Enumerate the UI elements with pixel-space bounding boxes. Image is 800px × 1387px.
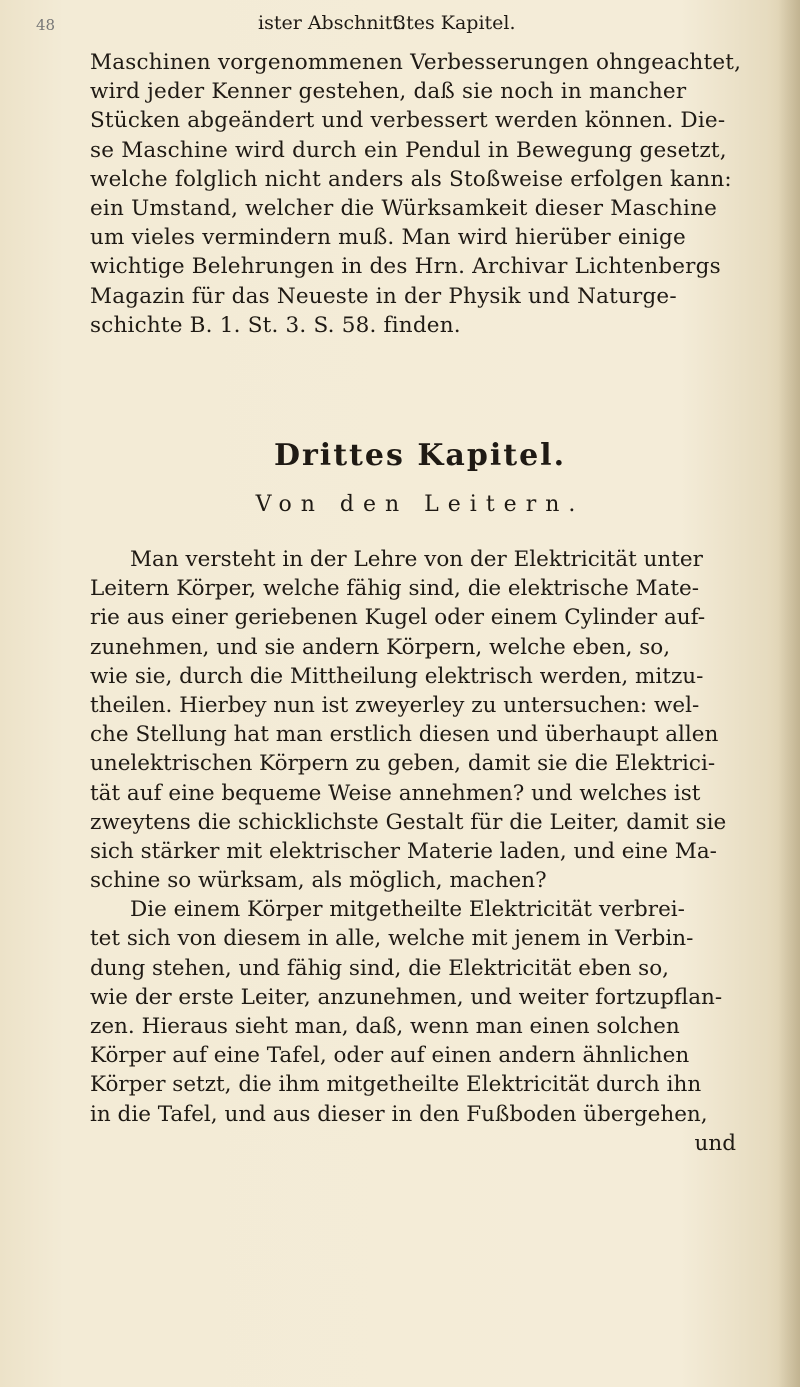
text-line: Die einem Körper mitgetheilte Elektricität verbrei- — [130, 897, 685, 923]
text-line: tet sich von diesem in alle, welche mit jenem in Verbin- — [90, 926, 694, 952]
page-header — [36, 10, 736, 40]
text-line: zunehmen, und sie andern Körpern, welche eben, so, — [90, 634, 671, 660]
page-edge-shadow — [778, 0, 800, 1387]
text-line: ein Umstand, welcher die Würksamkeit dieser Maschine — [90, 195, 718, 221]
text-line: Leitern Körper, welche fähig sind, die elektrische Mate- — [90, 576, 699, 602]
section-heading: Von den Leitern. — [255, 492, 585, 517]
main-paragraphs — [90, 545, 760, 1158]
text-line: wie sie, durch die Mittheilung elektrisch werden, mitzu- — [90, 663, 704, 689]
text-line: sich stärker mit elektrischer Materie laden, und eine Ma- — [90, 838, 717, 864]
text-line: unelektrischen Körpern zu geben, damit sie die Elektrici- — [90, 751, 716, 777]
text-line: rie aus einer geriebenen Kugel oder einem Cylinder auf- — [90, 605, 706, 631]
text-line: in die Tafel, und aus dieser in den Fußboden übergehen, — [90, 1101, 708, 1127]
text-line: Man versteht in der Lehre von der Elektricität unter — [130, 547, 703, 572]
text-line: um vieles vermindern muß. Man wird hierüber einige — [90, 225, 686, 251]
text-line: wichtige Belehrungen in des Hrn. Archivar Lichtenbergs — [90, 254, 721, 280]
text-line: Stücken abgeändert und verbessert werden können. Die- — [90, 108, 726, 134]
page-number: 48 — [36, 16, 56, 34]
text-line: Magazin für das Neueste in der Physik und Naturge- — [90, 283, 677, 309]
text-line: tät auf eine bequeme Weise annehmen? und welches ist — [90, 780, 701, 806]
text-line: theilen. Hierbey nun ist zweyerley zu untersuchen: wel- — [90, 692, 700, 718]
text-line: welche folglich nicht anders als Stoßweise erfolgen kann: — [90, 166, 732, 192]
text-line: schichte B. 1. St. 3. S. 58. finden. — [90, 312, 461, 338]
text-line: Körper auf eine Tafel, oder auf einen andern ähnlichen — [90, 1043, 690, 1069]
text-line: zen. Hieraus sieht man, daß, wenn man einen solchen — [90, 1014, 680, 1039]
text-line: wie der erste Leiter, anzunehmen, und weiter fortzupflan- — [90, 984, 723, 1010]
catchword: und — [694, 1130, 736, 1156]
running-head-part: ister Abschnitt. — [258, 12, 406, 34]
text-line: se Maschine wird durch ein Pendul in Bewegung gesetzt, — [90, 137, 727, 163]
text-line: che Stellung hat man erstlich diesen und überhaupt allen — [90, 722, 719, 748]
text-line: Maschinen vorgenommenen Verbesserungen ohngeachtet, — [90, 50, 742, 75]
text-line: schine so würksam, als möglich, machen? — [90, 868, 547, 894]
text-line: wird jeder Kenner gestehen, daß sie noch in mancher — [90, 79, 687, 105]
text-line: zweytens die schicklichste Gestalt für die Leiter, damit sie — [90, 809, 727, 835]
top-paragraph — [90, 48, 760, 340]
text-line: Körper setzt, die ihm mitgetheilte Elektricität durch ihn — [90, 1072, 702, 1098]
running-head-chapter: 3tes Kapitel. — [394, 12, 516, 34]
text-line: dung stehen, und fähig sind, die Elektricität eben so, — [90, 955, 669, 981]
chapter-title: Drittes Kapitel. — [273, 438, 567, 473]
